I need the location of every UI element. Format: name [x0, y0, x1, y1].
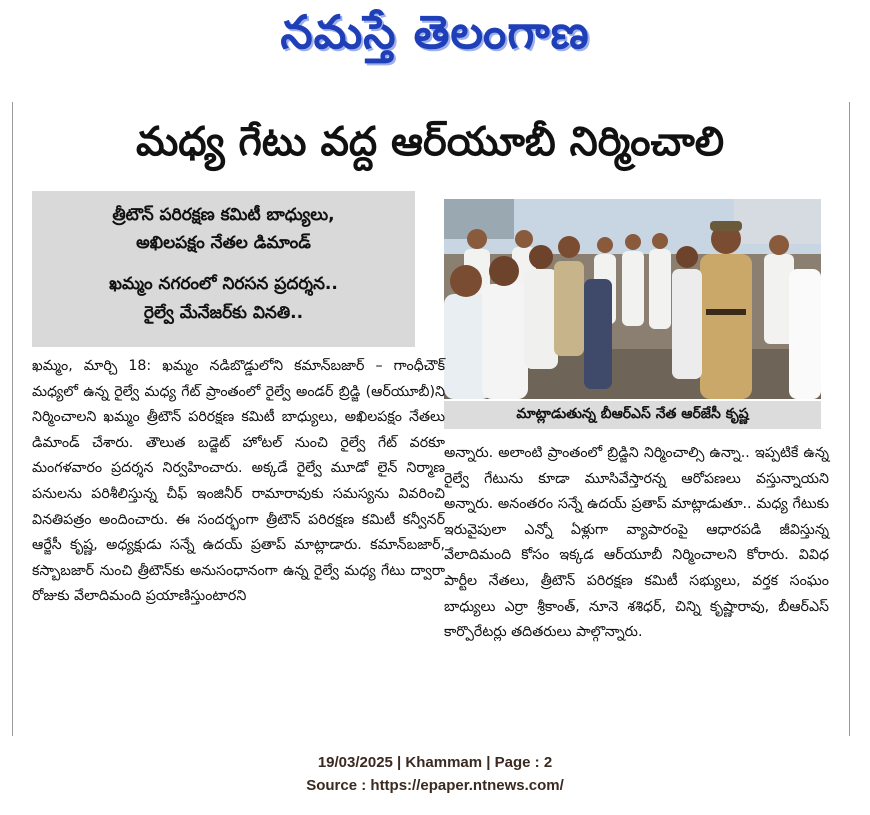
subheadline-box — [32, 191, 415, 347]
edition-info: 19/03/2025 | Khammam | Page : 2 — [317, 754, 553, 771]
subheadline-3: ఖమ్మం నగరంలో నిరసన ప్రదర్శన.. — [109, 274, 338, 294]
subheadline-1: త్రీటౌన్ పరిరక్షణ కమిటీ బాధ్యులు, — [112, 205, 335, 225]
masthead — [0, 0, 870, 75]
subheadline-4: రైల్వే మేనేజర్‌కు వినతి.. — [143, 303, 304, 323]
subheadline-2: అఖిలపక్షం నేతల డిమాండ్ — [136, 233, 311, 253]
article-body-right-column: అన్నారు. అలాంటి ప్రాంతంలో బ్రిడ్జిని నిర్మించాల్సి ఉన్నా.. ఇప్పటికే ఉన్న రైల్వే గేటును కూడా మూసివేస్తారన్న ఆరోపణలు వస్తున్నాయని అన్నారు. అనంతరం సన్నే ఉదయ్ ప్రతాప్ మాట్లాడుతూ.. మధ్య గేటుకు ఇరువైపులా ఎన్నో ఏళ్లుగా వ్యాపారంపై ఆధారపడి జీవిస్తున్న వేలాదిమంది కోసం ఇక్కడ ఆర్‌యూబీ నిర్మించాలని కోరారు. వివిధ పార్టీల నేతలు, త్రీటౌన్ పరిరక్షణ కమిటీ సభ్యులు, వర్తక సంఘం బాధ్యులు ఎర్రా శ్రీకాంత్, నూనె శశిధర్, చిన్ని కృష్ణారావు, బీఆర్‌ఎస్ కార్పొరేటర్లు తదితరులు పాల్గొన్నారు. — [444, 445, 829, 641]
protest-photo-illustration — [444, 199, 821, 399]
article-headline: మధ్య గేటు వద్ద ఆర్‌యూబీ నిర్మించాలి — [135, 119, 725, 165]
masthead-logo: నమస్తే తెలంగాణ — [280, 4, 590, 59]
source-link[interactable]: Source : https://epaper.ntnews.com/ — [306, 777, 564, 794]
article-body-left-column: ఖమ్మం, మార్చి 18: ఖమ్మం నడిబొడ్డులోని కమాన్‌బజార్ – గాంధీచౌక్ మధ్యలో ఉన్న రైల్వే మధ్య గేట్ ప్రాంతంలో రైల్వే అండర్ బ్రిడ్జి (ఆర్‌యూబీ)ని నిర్మించాలని ఖమ్మం త్రీటౌన్ పరిరక్షణ కమిటీ బాధ్యులు, అఖిలపక్షం నేతలు డిమాండ్ చేశారు. తౌలుత బడ్జెట్ హోటల్ నుంచి రైల్వే గేట్ వరకూ మంగళవారం ప్రదర్శన నిర్వహించారు. అక్కడే రైల్వే మూడో లైన్ నిర్మాణ పనులను పరిశీలిస్తున్న చీఫ్ ఇంజినీర్ రామారావుకు సమస్యను వివరించి వినతిపత్రం అందించారు. ఈ సందర్భంగా త్రీటౌన్ పరిరక్షణ కమిటీ కన్వీనర్ ఆర్జేసీ కృష్ణ, అధ్యక్షుడు సన్నే ఉదయ్ ప్రతాప్ మాట్లాడారు. కమాన్‌బజార్, కస్బాబజార్ నుంచి త్రీటౌన్‌కు అనుసంధానంగా ఉన్న రైల్వే మధ్య గేటు ద్వారా రోజుకు వేలాదిమంది ప్రయాణిస్తుంటారని — [32, 358, 445, 605]
news-photo — [444, 199, 821, 399]
photo-caption: మాట్లాడుతున్న బీఆర్‌ఎస్ నేత ఆర్‌జేసీ కృష్ణ — [444, 401, 821, 429]
